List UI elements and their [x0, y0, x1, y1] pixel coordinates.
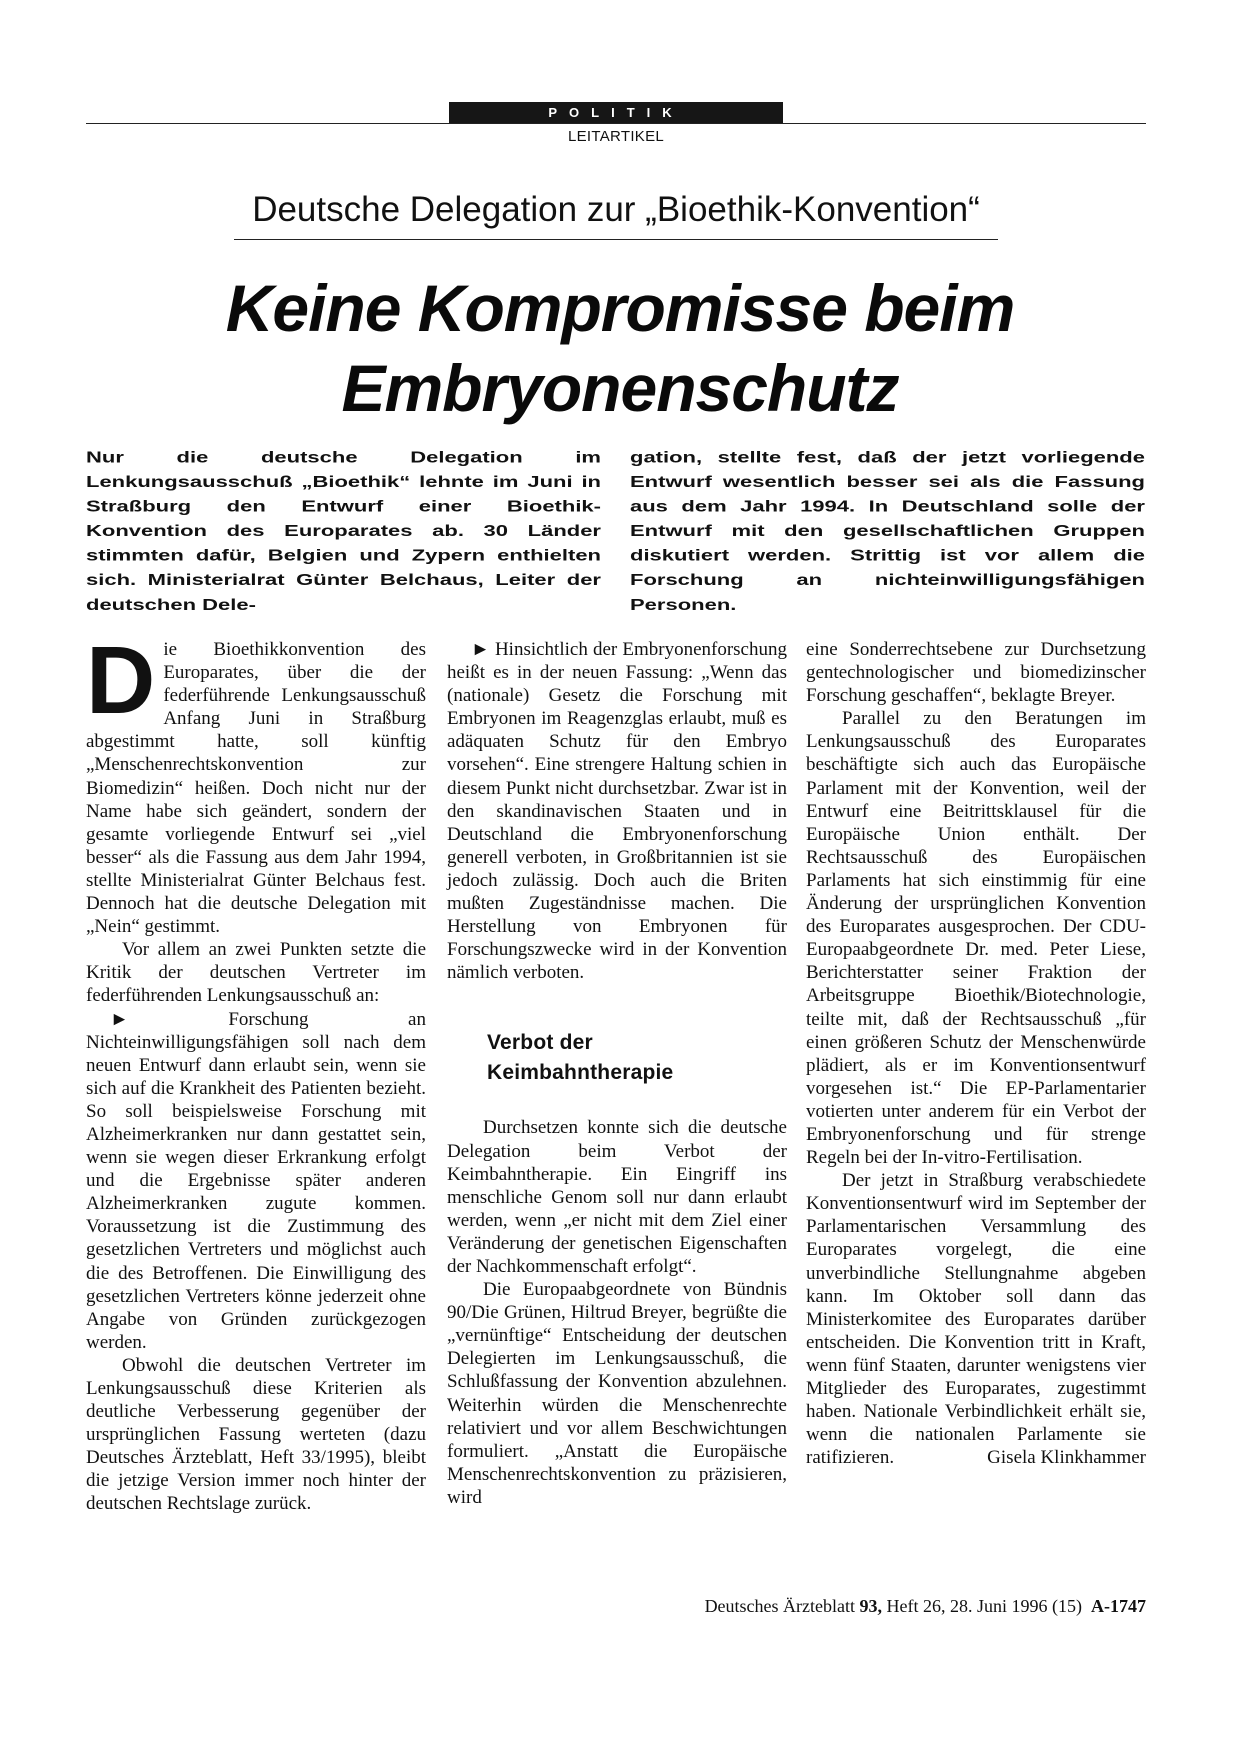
headline-line-2: Embryonenschutz	[341, 351, 899, 425]
author-signature: Gisela Klinkhammer	[987, 1447, 1146, 1469]
kicker-underline	[234, 239, 998, 240]
lead-paragraph-right: gation, stellte fest, daß der jetzt vorliegende Entwurf wesentlich besser sei als die Fassung aus dem Jahr 1994. In Deutschland solle der Entwurf mit den gesellschaftlichen Gruppen diskutiert werden. Strittig ist vor allem die Forschung an nichteinwilligungsfähigen Personen.	[630, 447, 1145, 614]
body-paragraph	[806, 1169, 1146, 1469]
section-subheading	[487, 1028, 787, 1088]
body-paragraph	[86, 627, 426, 938]
body-paragraph: Durchsetzen konnte sich die deutsche Delegation beim Verbot der Keimbahntherapie. Ein Eingriff ins menschliche Genom soll nur dann erlaubt werden, wenn „er nicht mit dem Ziel einer Veränderung der genetischen Eigenschaften der Nachkommenschaft erfolgt“.	[447, 1117, 787, 1277]
body-paragraph: eine Sonderrechtsebene zur Durchsetzung gentechnologischer und biomedizinscher Forschung geschaffen“, beklagte Breyer.	[806, 639, 1146, 707]
headline-line-1: Keine Kompromisse beim	[225, 271, 1015, 345]
section-label: POLITIK	[449, 102, 783, 123]
body-column-1	[86, 627, 426, 1516]
article-kicker: Deutsche Delegation zur „Bioethik-Konvention“	[252, 190, 980, 229]
subheading-line-1: Verbot der	[487, 1031, 593, 1055]
issue-info: Heft 26, 28. Juni 1996 (15)	[886, 1596, 1082, 1616]
body-paragraph: Parallel zu den Beratungen im Lenkungsausschuß des Europarates beschäftigte sich auch das Europäische Parlament mit der Konvention, weil der Entwurf eine Beitrittsklausel für die Europäische Union enthält. Der Rechtsausschuß des Europäischen Parlaments hat sich einstimmig für eine Änderung der ursprünglichen Konvention des Europarates ausgesprochen. Der CDU-Europaabgeordnete Dr. med. Peter Liese, Berichterstatter seiner Fraktion der Arbeitsgruppe Bioethik/Biotechnologie, teilte mit, daß der Rechtsausschuß „für einen größeren Schutz der Menschenwürde plädiert, als er im Konventionsentwurf vorgesehen ist.“ Die EP-Parlamentarier votierten unter anderem für ein Verbot der Embryonenforschung und für strenge Regeln bei der In-vitro-Fertilisation.	[806, 708, 1146, 1169]
lead-paragraph-left: Nur die deutsche Delegation im Lenkungsausschuß „Bioethik“ lehnte im Juni in Straßburg den Entwurf einer Bioethik-Konvention des Europarates ab. 30 Länder stimmten dafür, Belgien und Zypern enthielten sich. Ministerialrat Günter Belchaus, Leiter der deutschen Dele-	[86, 447, 601, 614]
bullet-paragraph: ► Hinsichtlich der Embryonenforschung heißt es in der neuen Fassung: „Wenn das (nationale) Gesetz die Forschung mit Embryonen im Reagenzglas erlaubt, muß es adäquaten Schutz für den Embryo vorsehen“. Eine strengere Haltung schien in diesem Punkt nicht durchsetzbar. Zwar ist in den skandinavischen Staaten und in Deutschland die Embryonenforschung generell verboten, in Großbritannien ist sie jedoch zulässig. Doch auch die Briten mußten Zugeständnisse machen. Die Herstellung von Embryonen für Forschungszwecke wird in der Konvention nämlich verboten.	[447, 639, 787, 984]
body-paragraph: Vor allem an zwei Punkten setzte die Kritik der deutschen Vertreter im federführenden Lenkungsausschuß an:	[86, 939, 426, 1007]
page-footer	[705, 1596, 1146, 1617]
body-paragraph: Die Europaabgeordnete von Bündnis 90/Die Grünen, Hiltrud Breyer, begrüßte die „vernünftige“ Entscheidung der deutschen Delegierten im Lenkungsausschuß, die Schlußfassung der Konvention abzulehnen. Weiterhin würden die Menschenrechte relativiert und vor allem Beschwichtungen formuliert. „Anstatt die Europäische Menschenrechtskonvention zu präzisieren, wird	[447, 1279, 787, 1508]
body-paragraph: Obwohl die deutschen Vertreter im Lenkungsausschuß diese Kriterien als deutliche Verbesserung gegenüber der ursprünglichen Fassung werteten (dazu Deutsches Ärzteblatt, Heft 33/1995), bleibt die jetzige Version immer noch hinter der deutschen Rechtslage zurück.	[86, 1354, 426, 1515]
bullet-paragraph: ► Forschung an Nichteinwilligungsfähigen soll nach dem neuen Entwurf dann erlaubt sein, wenn sie sich auf die Krankheit des Patienten bezieht. So soll beispielsweise Forschung mit Alzheimerkranken nur dann gestattet sein, wenn sie wegen dieser Erkrankung erfolgt und die Ergebnisse später anderen Alzheimerkranken zugute kommen. Voraussetzung ist die Zustimmung des gesetzlichen Vertreters und möglichst auch die des Betroffenen. Die Einwilligung des gesetzlichen Vertreters könne jederzeit ohne Angabe von Gründen zurückgezogen werden.	[86, 1008, 426, 1353]
article-headline	[100, 268, 1140, 428]
drop-cap: D	[86, 627, 156, 734]
journal-name: Deutsches Ärzteblatt	[704, 1596, 856, 1616]
body-column-3	[806, 638, 1146, 1469]
page-number: A-1747	[1091, 1596, 1146, 1616]
journal-volume: 93,	[859, 1596, 883, 1616]
header-rule	[86, 123, 1146, 124]
subsection-label: LEITARTIKEL	[567, 128, 665, 145]
paragraph-text: Der jetzt in Straßburg verabschiedete Konventionsentwurf wird im September der Parlamentarischen Versammlung des Europarates vorgelegt, die eine unverbindliche Stellungnahme abgeben kann. Im Oktober soll dann das Ministerkomitee des Europarates darüber entscheiden. Die Konvention tritt in Kraft, wenn fünf Staaten, darunter wenigstens vier Mitglieder des Europarates, zugestimmt haben. Nationale Verbindlichkeit erhält sie, wenn die nationalen Parlamente sie ratifizieren.	[806, 1170, 1146, 1469]
subheading-line-2: Keimbahntherapie	[487, 1061, 674, 1085]
body-column-2	[447, 638, 787, 1509]
paragraph-text: ie Bioethikkonvention des Europarates, über die der federführende Lenkungsausschuß Anfang Juni in Straßburg abgestimmt hatte, soll künftig „Menschenrechtskonvention zur Biomedizin“ heißen. Doch nicht nur der Name habe sich geändert, sondern der gesamte vorliegende Entwurf sei „viel besser“ als die Fassung aus dem Jahr 1994, stellte Ministerialrat Günter Belchaus fest. Dennoch hat die deutsche Delegation mit „Nein“ gestimmt.	[86, 639, 426, 938]
